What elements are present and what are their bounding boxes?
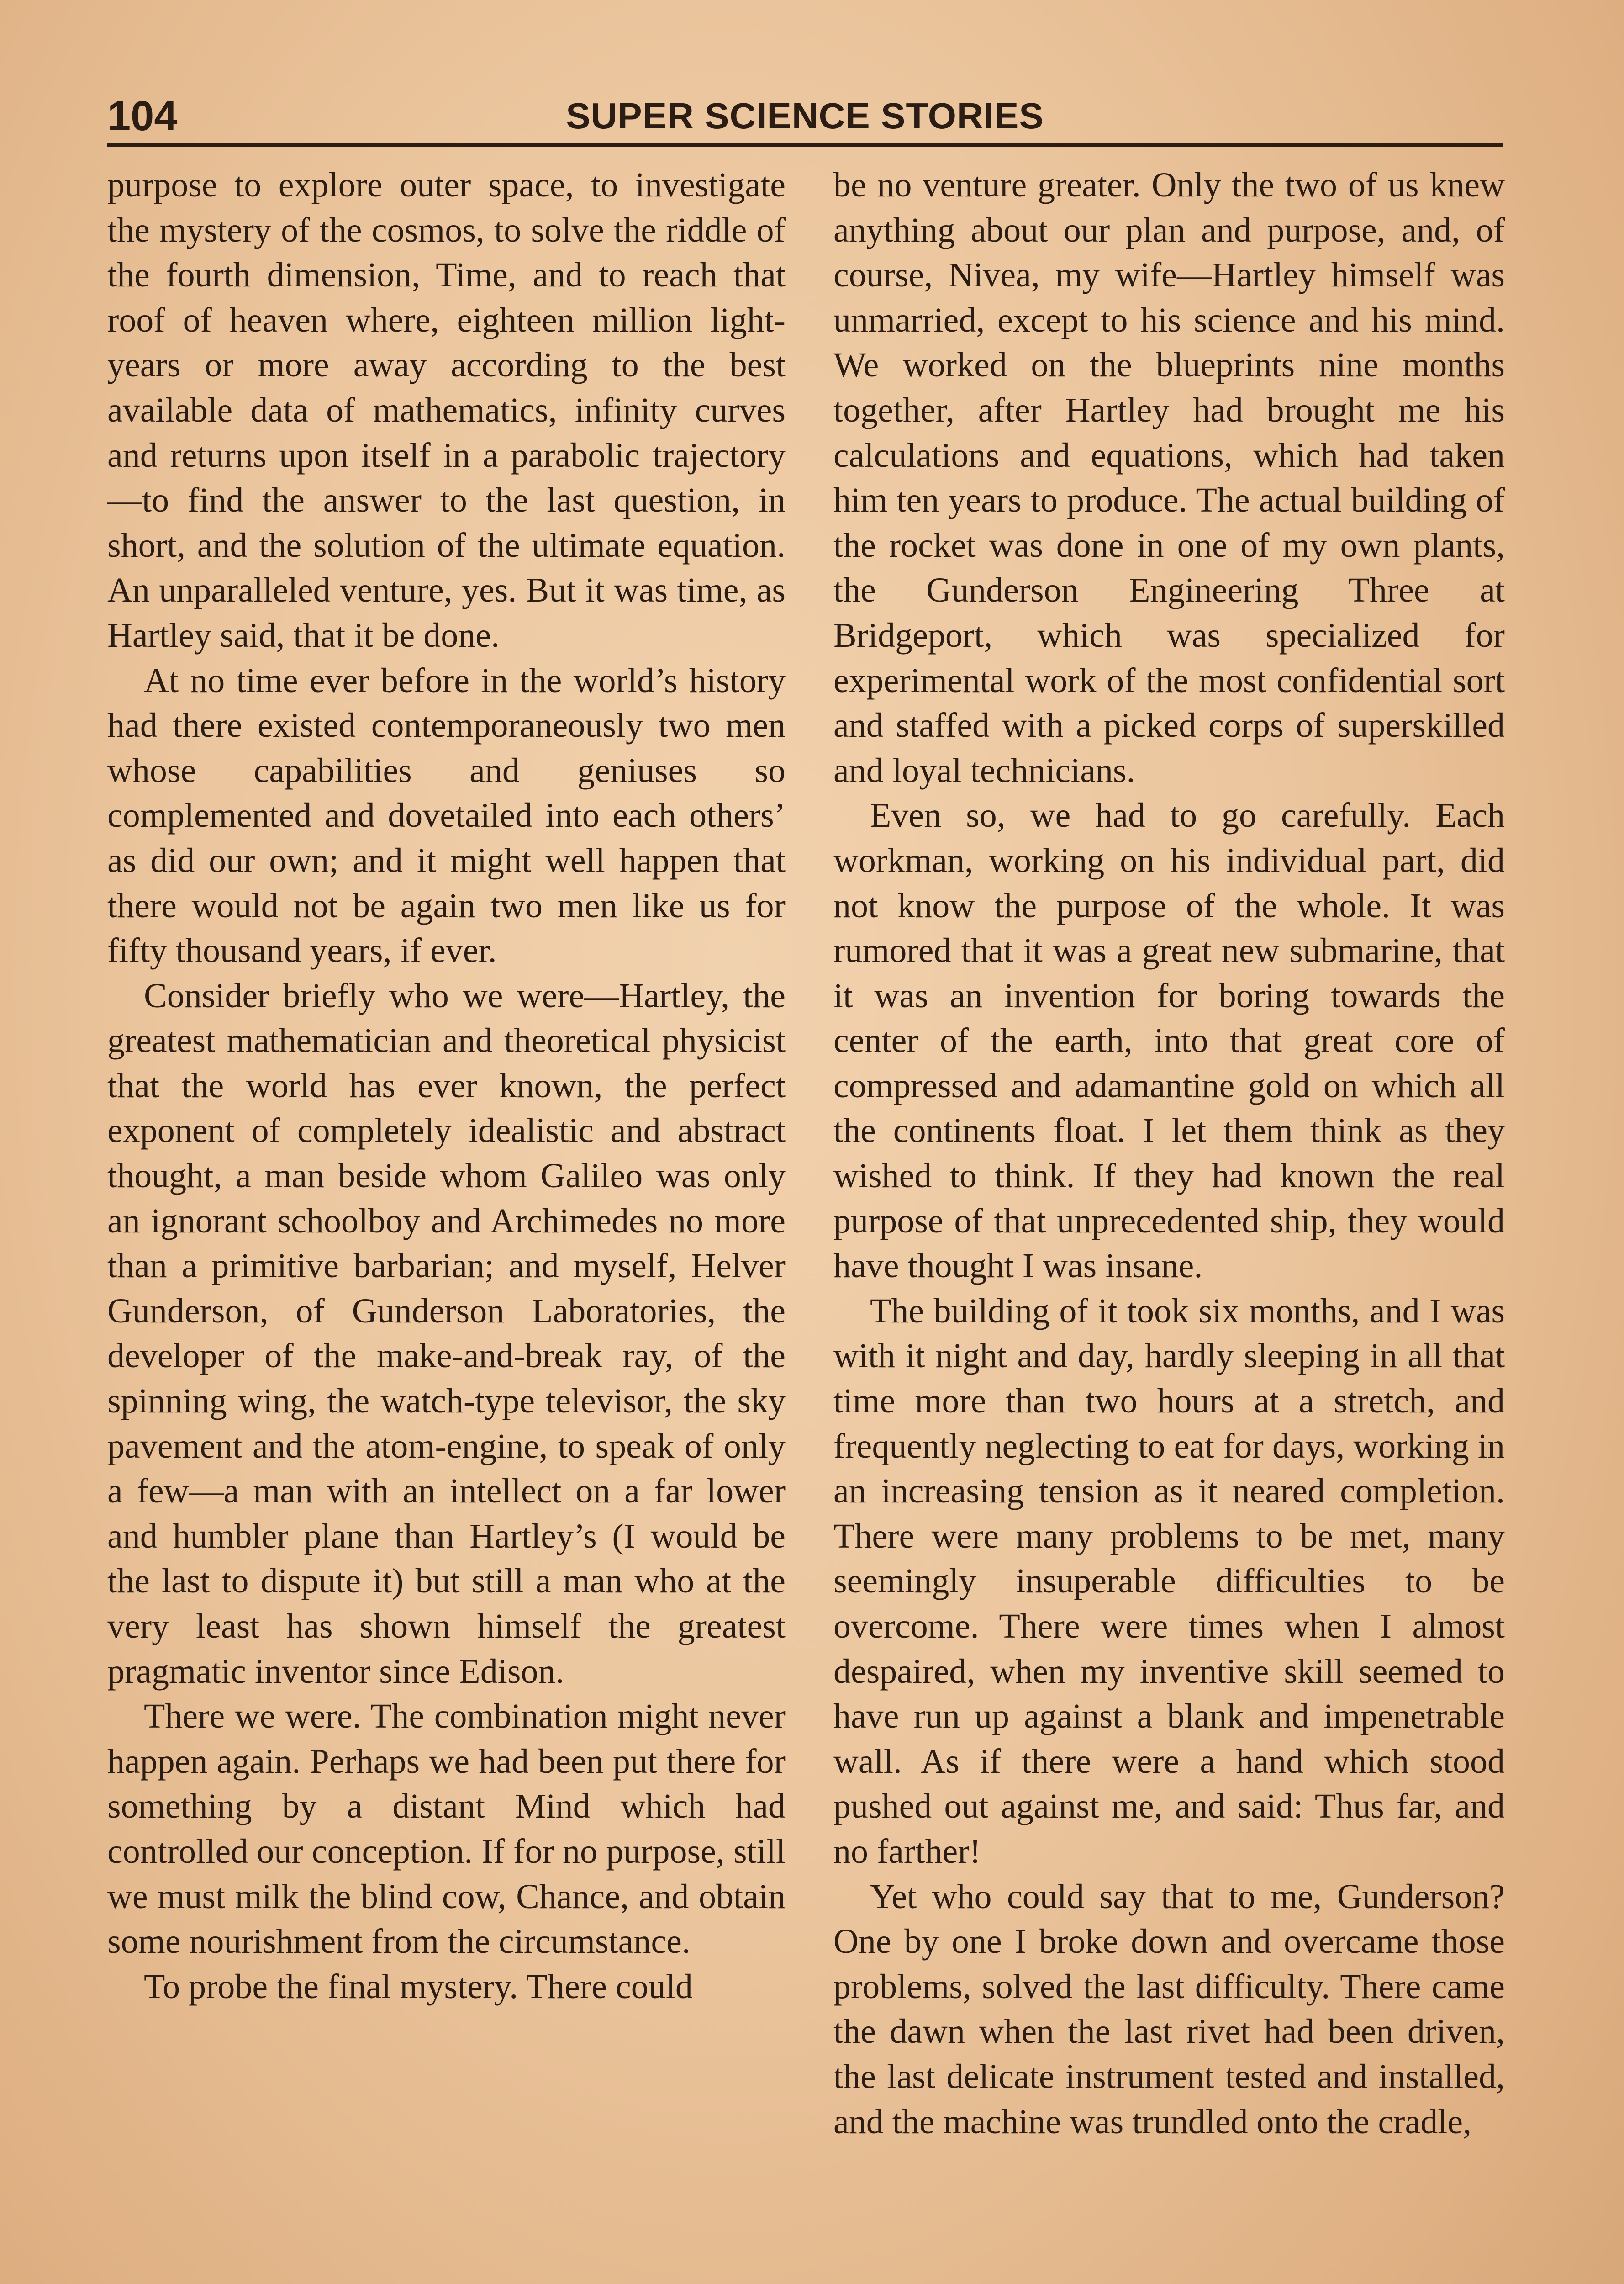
paragraph: be no venture greater. Only the two of us knew anything about our plan and purpose, and, of course, Nivea, my wife—Hartley himself was unmarried, except to his science and his mind. We worked on the blueprints nine months together, after Hartley had brought me his calculations and equations, which had taken him ten years to produce. The actual building of the rocket was done in one of my own plants, the Gunderson Engineering Three at Bridgeport, which was specialized for experimental work of the most confidential sort and staffed with a picked corps of superskilled and loyal technicians. xyxy=(833,166,1505,790)
running-head: SUPER SCIENCE STORIES xyxy=(566,95,1044,136)
paragraph: To probe the final mystery. There could xyxy=(144,1967,693,2006)
paragraph: The building of it took six months, and I was with it night and day, hardly sleeping in all that time more than two hours at a stretch, and frequently neglecting to eat for days, working in an increasing tension as it neared completion. There were many problems to be met, many seemingly insuperable difficulties to be overcome. There were times when I almost despaired, when my inventive skill seemed to have run up against a blank and impenetrable wall. As if there were a hand which stood pushed out against me, and said: Thus far, and no farther! xyxy=(833,1291,1505,1871)
paragraph: purpose to explore outer space, to investigate the mystery of the cosmos, to solve the riddle of the fourth dimension, Time, and to reach that roof of heaven where, eighteen million light-years or more away according to the best available data of mathematics, infinity curves and returns upon itself in a parabolic trajectory—to find the answer to the last question, in short, and the solution of the ultimate equation. An unparalleled venture, yes. But it was time, as Hartley said, that it be done. xyxy=(107,166,786,655)
paragraph: Yet who could say that to me, Gunderson? One by one I broke down and overcame those problems, solved the last difficulty. There came the dawn when the last rivet had been driven, the last delicate instrument tested and installed, and the machine was trundled onto the cradle, xyxy=(833,1877,1505,2141)
left-column xyxy=(107,163,786,2284)
paragraph: There we were. The combination might never happen again. Perhaps we had been put there for something by a distant Mind which had controlled our conception. If for no purpose, still we must milk the blind cow, Chance, and obtain some nourishment from the circumstance. xyxy=(107,1697,786,1961)
page-header xyxy=(107,89,1503,147)
paragraph: Consider briefly who we were—Hartley, the greatest mathematician and theoretical physicist that the world has ever known, the perfect exponent of completely idealistic and abstract thought, a man beside whom Galileo was only an ignorant schoolboy and Archimedes no more than a primitive barbarian; and myself, Helver Gunderson, of Gunderson Laboratories, the developer of the make-and-break ray, of the spinning wing, the watch-type televisor, the sky pavement and the atom-engine, to speak of only a few—a man with an intellect on a far lower and humbler plane than Hartley’s (I would be the last to dispute it) but still a man who at the very least has shown himself the greatest pragmatic inventor since Edison. xyxy=(107,976,786,1691)
page-number: 104 xyxy=(107,93,178,139)
paragraph: At no time ever before in the world’s history had there existed contemporaneously two men whose capabilities and geniuses so complemented and dovetailed into each others’ as did our own; and it might well happen that there would not be again two men like us for fifty thousand years, if ever. xyxy=(107,661,786,970)
paragraph: Even so, we had to go carefully. Each workman, working on his individual part, did not know the purpose of the whole. It was rumored that it was a great new submarine, that it was an invention for boring towards the center of the earth, into that great core of compressed and adamantine gold on which all the continents float. I let them think as they wished to think. If they had known the real purpose of that unprecedented ship, they would have thought I was insane. xyxy=(833,796,1505,1285)
right-column xyxy=(833,163,1505,2284)
